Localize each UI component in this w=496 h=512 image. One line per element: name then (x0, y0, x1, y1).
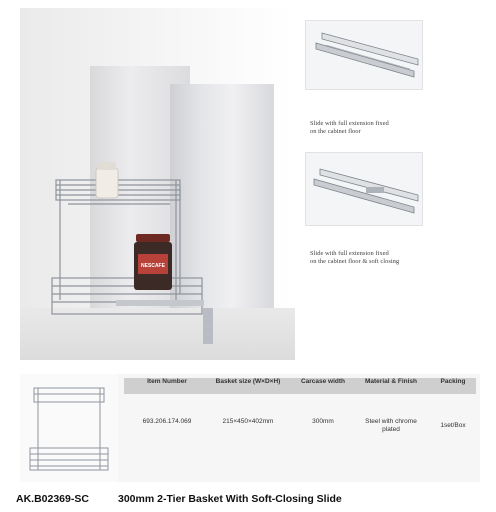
slide-image-full-extension (305, 20, 423, 90)
two-tier-basket-drawing (20, 8, 295, 360)
cell-basket-size: 215×450×402mm (222, 418, 274, 425)
header-packing: Packing (440, 378, 466, 385)
header-basket-size: Basket size (W×D×H) (215, 378, 281, 385)
slide-caption-full-extension: Slide with full extension fixed on the cabinet floor (310, 120, 389, 135)
header-carcase-width: Carcase width (300, 378, 346, 385)
slide-rail-drawing-1 (306, 21, 424, 91)
cell-packing: 1set/Box (440, 422, 466, 429)
jar-label-text: NESCAFE (141, 263, 165, 269)
slide-image-soft-closing (305, 152, 423, 226)
slide-caption-soft-closing: Slide with full extension fixed on the cabinet floor & soft closing (310, 250, 400, 265)
header-material-finish: Material & Finish (364, 378, 417, 385)
cell-item-number: 693.206.174.069 (142, 418, 192, 425)
spec-table-section (20, 374, 480, 482)
basket-thumbnail (20, 374, 118, 482)
header-item-number: Item Number (147, 378, 187, 385)
main-product-photo (20, 8, 295, 360)
slide-rail-drawing-2 (306, 153, 424, 227)
basket-thumbnail-drawing (20, 374, 118, 482)
cell-material-finish: Steel with chrome plated (365, 418, 417, 433)
cell-carcase-width: 300mm (312, 418, 334, 425)
product-code: AK.B02369-SC (16, 493, 89, 505)
product-title: 300mm 2-Tier Basket With Soft-Closing Slide (118, 493, 342, 505)
